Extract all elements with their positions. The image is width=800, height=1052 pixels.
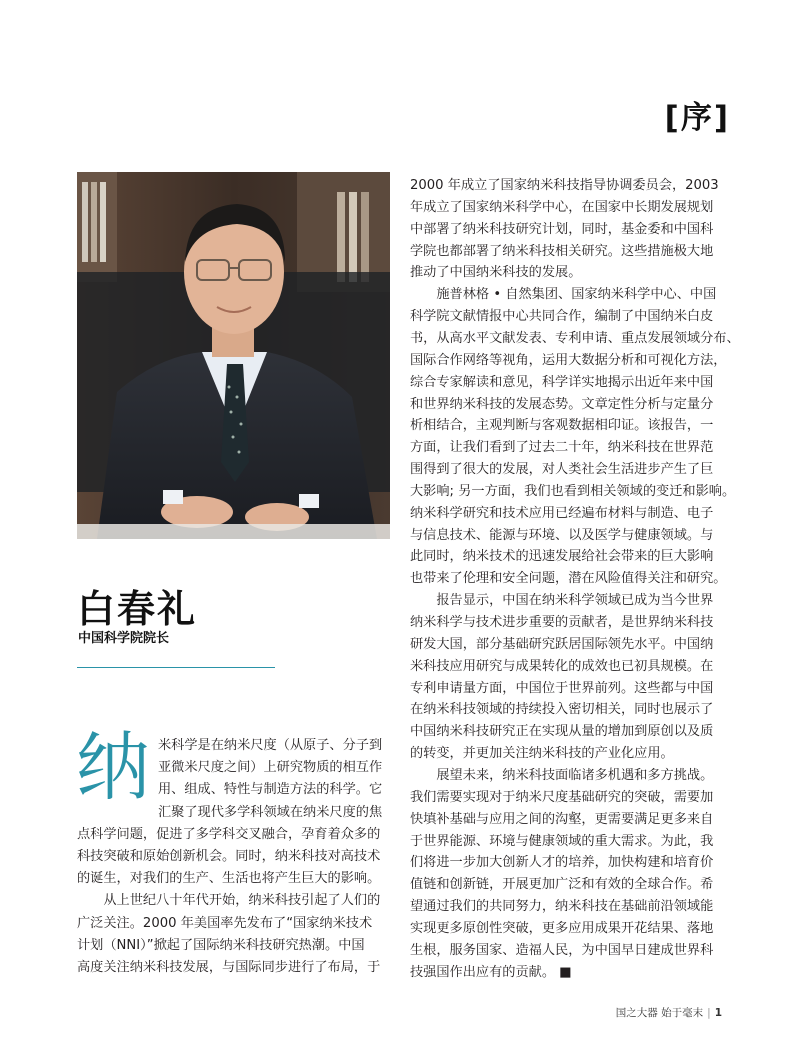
text-line: 生根，服务国家、造福人民，为中国早日建成世界科 — [410, 942, 714, 958]
text-line: 大影响; 另一方面，我们也看到相关领域的变迁和影响。 — [410, 483, 736, 499]
text-line: 的转变，并更加关注纳米科技的产业化应用。 — [410, 746, 674, 762]
text-line: 从上世纪八十年代开始，纳米科技引起了人们的 — [77, 893, 381, 909]
text-line: 方面，让我们看到了过去二十年，纳米科技在世界范 — [410, 440, 714, 456]
author-portrait — [77, 172, 390, 539]
text-line: 报告显示，中国在纳米科学领域已成为当今世界 — [410, 593, 714, 609]
text-line: 在纳米科技领域的持续投入密切相关，同时也展示了 — [410, 702, 714, 718]
text-line: 和世界纳米科技的发展态势。文章定性分析与定量分 — [410, 396, 714, 412]
footer-text: 国之大器 始于毫末 — [615, 1007, 704, 1019]
text-line: 中部署了纳米科技研究计划，同时，基金委和中国科 — [410, 221, 714, 237]
text-line: 纳米科学与技术进步重要的贡献者，是世界纳米科技 — [410, 615, 714, 630]
text-line: 于世界能源、环境与健康领域的重大需求。为此，我 — [410, 833, 714, 849]
text-line: 国际合作网络等视角，运用大数据分析和可视化方法， — [410, 352, 727, 368]
drop-cap: 纳 — [76, 725, 150, 811]
text-line: 实现更多原创性突破，更多应用成果开花结果、落地 — [410, 920, 714, 936]
author-title: 中国科学院院长 — [78, 631, 170, 646]
text-line: 的诞生，对我们的生产、生活也将产生巨大的影响。 — [77, 871, 381, 887]
text-line: 中国纳米科技研究正在实现从量的增加到原创以及质 — [410, 724, 714, 740]
text-line: 用、组成、特性与制造方法的科学。它 — [158, 782, 383, 798]
text-line: 汇聚了现代多学科领域在纳米尺度的焦 — [158, 804, 383, 820]
text-line: 此同时，纳米技术的迅速发展给社会带来的巨大影响 — [410, 549, 714, 565]
text-line: 点科学问题，促进了多学科交叉融合，孕育着众多的 — [77, 826, 381, 842]
text-line: 也带来了伦理和安全问题，潜在风险值得关注和研究。 — [410, 571, 727, 587]
page-number: 1 — [714, 1007, 722, 1019]
text-line: 综合专家解读和意见，科学详实地揭示出近年来中国 — [410, 374, 714, 390]
page-footer: 国之大器 始于毫末 | 1 — [615, 1007, 722, 1019]
text-line: 米科技应用研究与成果转化的成效也已初具规模。在 — [410, 658, 714, 674]
text-line: 2000 年成立了国家纳米科技指导协调委员会，2003 — [410, 178, 719, 193]
text-line: 米科学是在纳米尺度（从原子、分子到 — [158, 738, 383, 753]
text-line: 专利申请量方面，中国位于世界前列。这些都与中国 — [410, 680, 714, 696]
text-line: 围得到了很大的发展，对人类社会生活进步产生了巨 — [410, 462, 714, 478]
text-line: 施普林格 • 自然集团、国家纳米科学中心、中国 — [410, 287, 717, 303]
text-line: 年成立了国家纳米科学中心，在国家中长期发展规划 — [410, 199, 714, 215]
text-line: 高度关注纳米科技发展，与国际同步进行了布局，于 — [77, 960, 381, 975]
text-line: 计划（NNI）”掀起了国际纳米科技研究热潮。中国 — [77, 937, 365, 953]
text-line: 科技突破和原始创新机会。同时，纳米科技对高技术 — [77, 849, 381, 864]
section-title: [序] — [664, 100, 730, 136]
text-line: 技强国作出应有的贡献。 ■ — [410, 964, 572, 980]
text-line: 科学院文献情报中心共同合作，编制了中国纳米白皮 — [410, 309, 714, 325]
text-line: 展望未来，纳米科技面临诸多机遇和多方挑战。 — [410, 767, 714, 783]
text-line: 纳米科学研究和技术应用已经遍布材料与制造、电子 — [410, 505, 714, 521]
text-line: 与信息技术、能源与环境、以及医学与健康领域。与 — [410, 527, 714, 543]
divider-line — [77, 667, 275, 668]
text-line: 望通过我们的共同努力，纳米科技在基础前沿领域能 — [410, 899, 714, 915]
text-line: 们将进一步加大创新人才的培养，加快构建和培育价 — [410, 855, 714, 871]
text-line: 快填补基础与应用之间的沟壑，更需要满足更多来自 — [410, 811, 714, 827]
text-line: 研发大国，部分基础研究跃居国际领先水平。中国纳 — [410, 636, 714, 652]
author-name: 白春礼 — [77, 587, 198, 631]
text-line: 推动了中国纳米科技的发展。 — [410, 265, 582, 281]
text-line: 书，从高水平文献发表、专利申请、重点发展领域分布、 — [410, 330, 740, 346]
text-line: 我们需要实现对于纳米尺度基础研究的突破，需要加 — [410, 789, 714, 805]
text-line: 亚微米尺度之间）上研究物质的相互作 — [158, 760, 383, 776]
text-line: 广泛关注。2000 年美国率先发布了“国家纳米技术 — [77, 915, 373, 931]
text-line: 析相结合，主观判断与客观数据相印证。该报告，一 — [410, 418, 714, 434]
text-line: 学院也都部署了纳米科技相关研究。这些措施极大地 — [410, 243, 714, 259]
text-line: 值链和创新链，开展更加广泛和有效的全球合作。希 — [410, 877, 714, 893]
